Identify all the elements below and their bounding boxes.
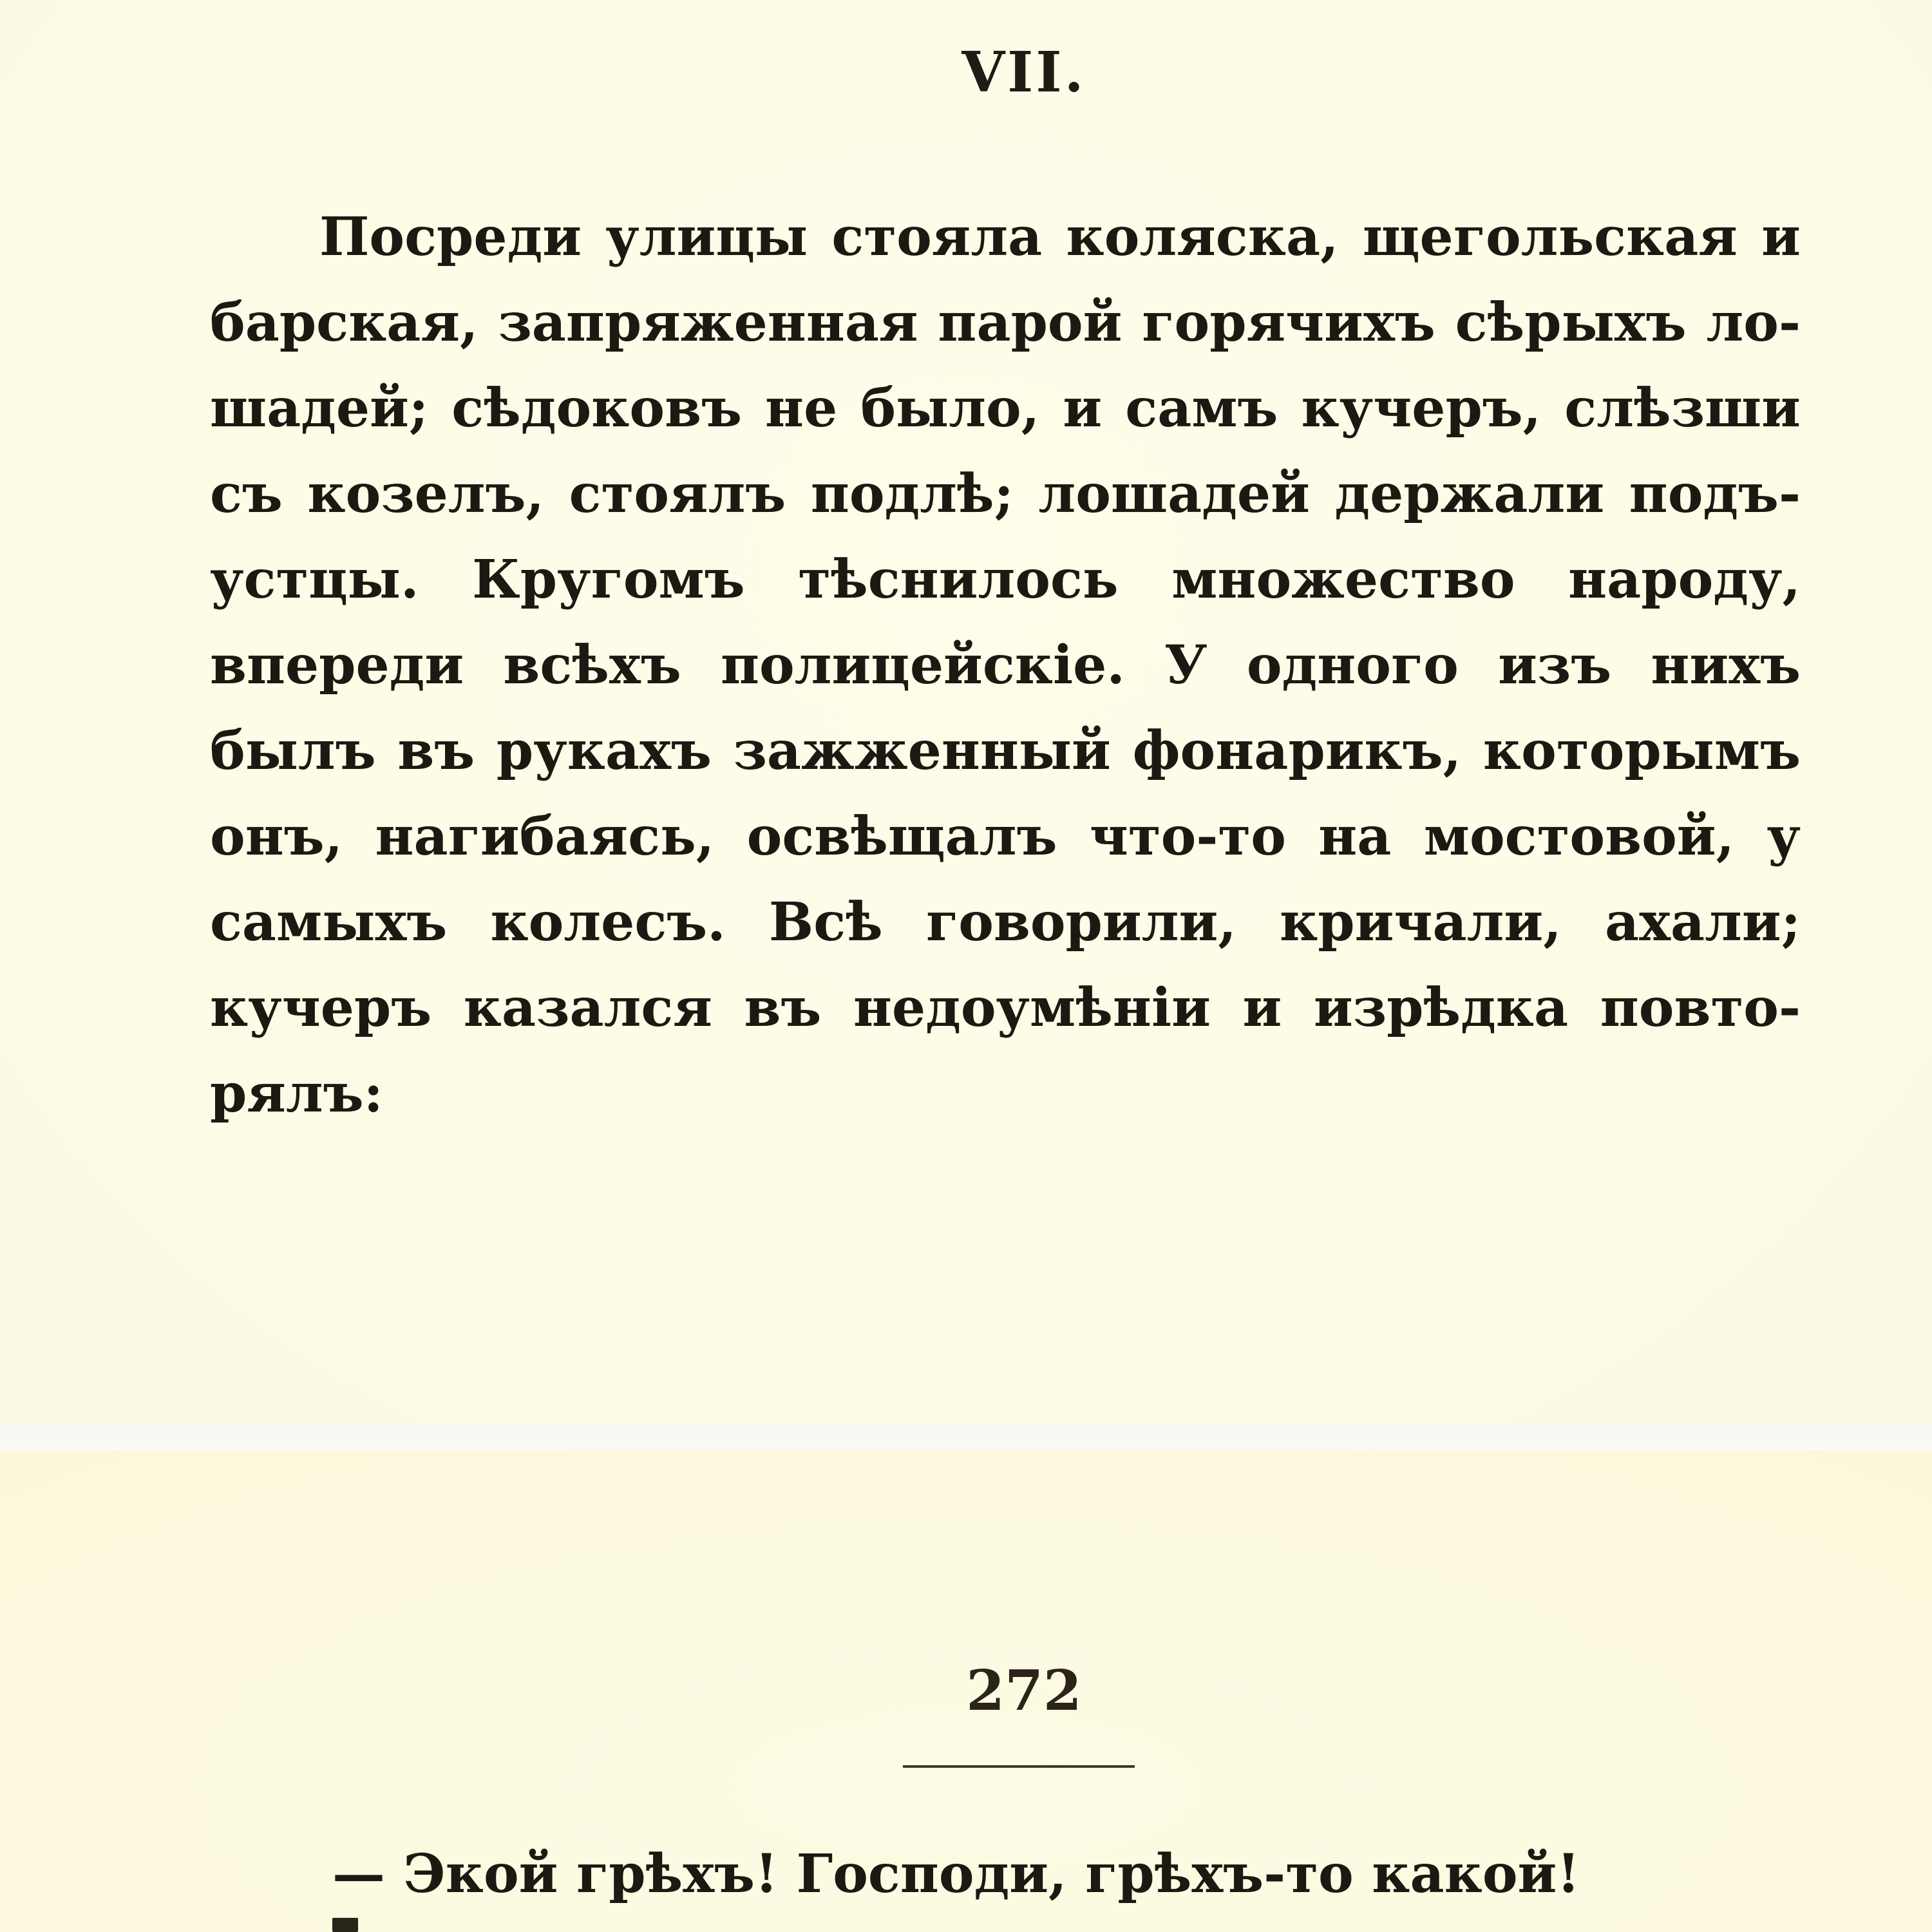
chapter-heading: VII. <box>961 40 1086 105</box>
body-paragraph: Посреди улицы стояла коляска, щегольская и барская, запряженная парой горячихъ сѣрыхъ лошадей; сѣдоковъ не было, и самъ кучеръ, слѣзши съ козелъ, стоялъ подлѣ; лошадей держали подъустцы. Кругомъ тѣснилось множество народу, впереди всѣхъ полицейскіе. У одного изъ нихъ былъ въ рукахъ зажженный фонарикъ, которымъ онъ, нагибаясь, освѣщалъ что-то на мостовой, у самыхъ колесъ. Всѣ говорили, кричали, ахали; кучеръ казался въ недоумѣніи и изрѣдка повторялъ: <box>210 206 1801 1124</box>
page-number: 272 <box>966 1658 1082 1723</box>
scan-divider <box>0 1423 1932 1450</box>
dialogue-line: — Экой грѣхъ! Господи, грѣхъ-то какой! <box>332 1843 1580 1905</box>
cut-off-text-fragment <box>332 1918 358 1932</box>
header-rule <box>903 1765 1135 1768</box>
